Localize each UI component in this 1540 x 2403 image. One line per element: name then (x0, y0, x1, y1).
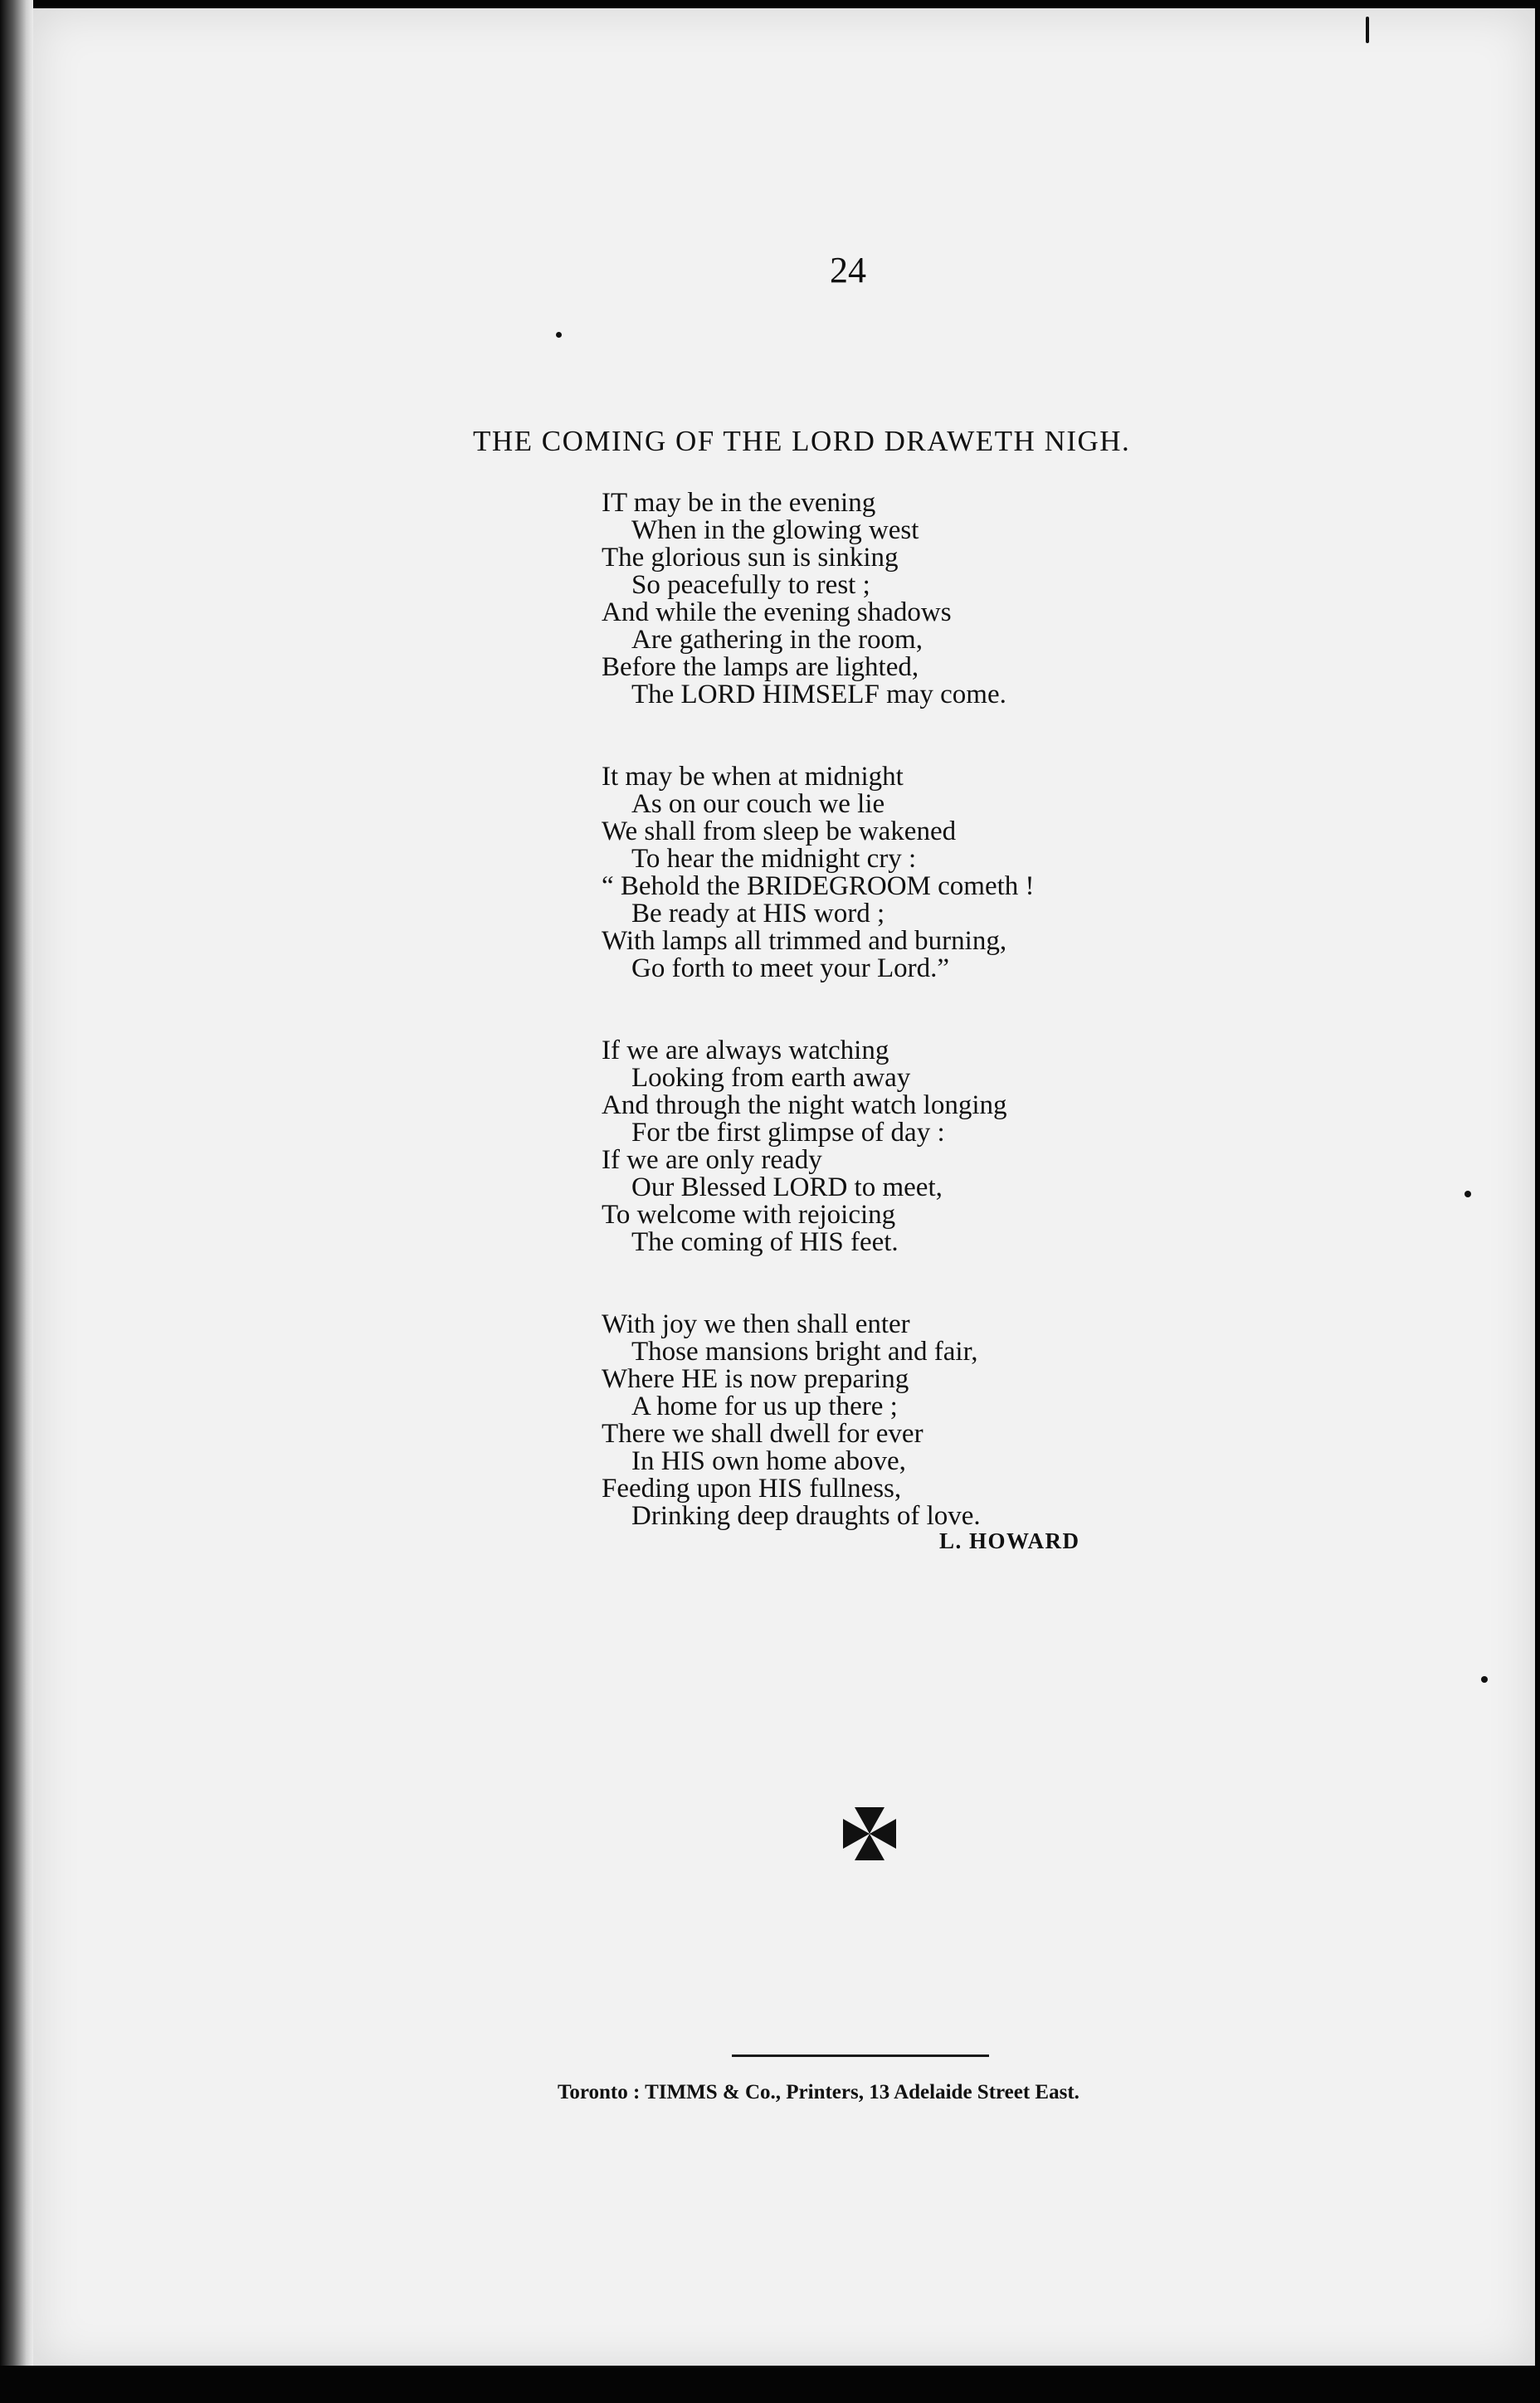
scan-speck (1464, 1191, 1471, 1197)
poem-line: Looking from earth away (631, 1063, 911, 1093)
poem-line: Before the lamps are lighted, (602, 652, 919, 682)
poem-line: And through the night watch longing (602, 1090, 1007, 1120)
scan-speck (1481, 1676, 1488, 1683)
poem-stanza (602, 490, 1182, 709)
poem-title: THE COMING OF THE LORD DRAWETH NIGH. (473, 425, 1131, 457)
poem-line: In HIS own home above, (631, 1446, 906, 1476)
poem-line: With joy we then shall enter (602, 1309, 910, 1339)
printer-imprint: Toronto : TIMMS & Co., Printers, 13 Adelaide Street East. (558, 2081, 1079, 2103)
poem-line: We shall from sleep be wakened (602, 816, 957, 846)
poem-line: If we are only ready (602, 1145, 822, 1175)
poem-line: To welcome with rejoicing (602, 1200, 896, 1230)
maltese-cross-icon (836, 1801, 903, 1867)
poem-line: Be ready at HIS word ; (631, 899, 885, 929)
poem-line: Where HE is now preparing (602, 1364, 909, 1394)
scan-speck (556, 332, 562, 338)
poem-line: To hear the midnight cry : (631, 844, 917, 874)
poem-line: With lamps all trimmed and burning, (602, 926, 1007, 956)
poem-line: And while the evening shadows (602, 597, 952, 627)
poem-line: The LORD HIMSELF may come. (631, 680, 1006, 709)
poem-line: When in the glowing west (631, 515, 919, 545)
scan-speck (1366, 17, 1369, 43)
poem-line: Our Blessed LORD to meet, (631, 1172, 943, 1202)
poem-author: L. HOWARD (939, 1528, 1080, 1553)
poem-body (602, 490, 1182, 1585)
poem-line: Go forth to meet your Lord.” (631, 953, 950, 983)
poem-line: Are gathering in the room, (631, 625, 923, 655)
footer-rule (732, 2054, 989, 2057)
document-page (33, 8, 1535, 2369)
scan-bottom-edge (0, 2366, 1540, 2403)
poem-line: It may be when at midnight (602, 762, 904, 792)
poem-stanza (602, 1311, 1182, 1530)
poem-line: As on our couch we lie (631, 789, 885, 819)
poem-line: Those mansions bright and fair, (631, 1337, 978, 1367)
page-number: 24 (830, 250, 866, 290)
poem-stanza (602, 763, 1182, 982)
poem-line: Feeding upon HIS fullness, (602, 1474, 902, 1504)
poem-line: There we shall dwell for ever (602, 1419, 924, 1449)
poem-line: The glorious sun is sinking (602, 543, 899, 573)
poem-stanza (602, 1037, 1182, 1256)
poem-line: Drinking deep draughts of love. (631, 1501, 981, 1531)
scan-left-edge (0, 0, 33, 2403)
poem-line: The coming of HIS feet. (631, 1227, 899, 1257)
poem-line: IT may be in the evening (602, 488, 876, 518)
poem-line: “ Behold the BRIDEGROOM cometh ! (602, 871, 1035, 901)
poem-line: For tbe first glimpse of day : (631, 1118, 945, 1148)
poem-line: If we are always watching (602, 1036, 889, 1065)
poem-line: So peacefully to rest ; (631, 570, 870, 600)
poem-line: A home for us up there ; (631, 1392, 898, 1421)
